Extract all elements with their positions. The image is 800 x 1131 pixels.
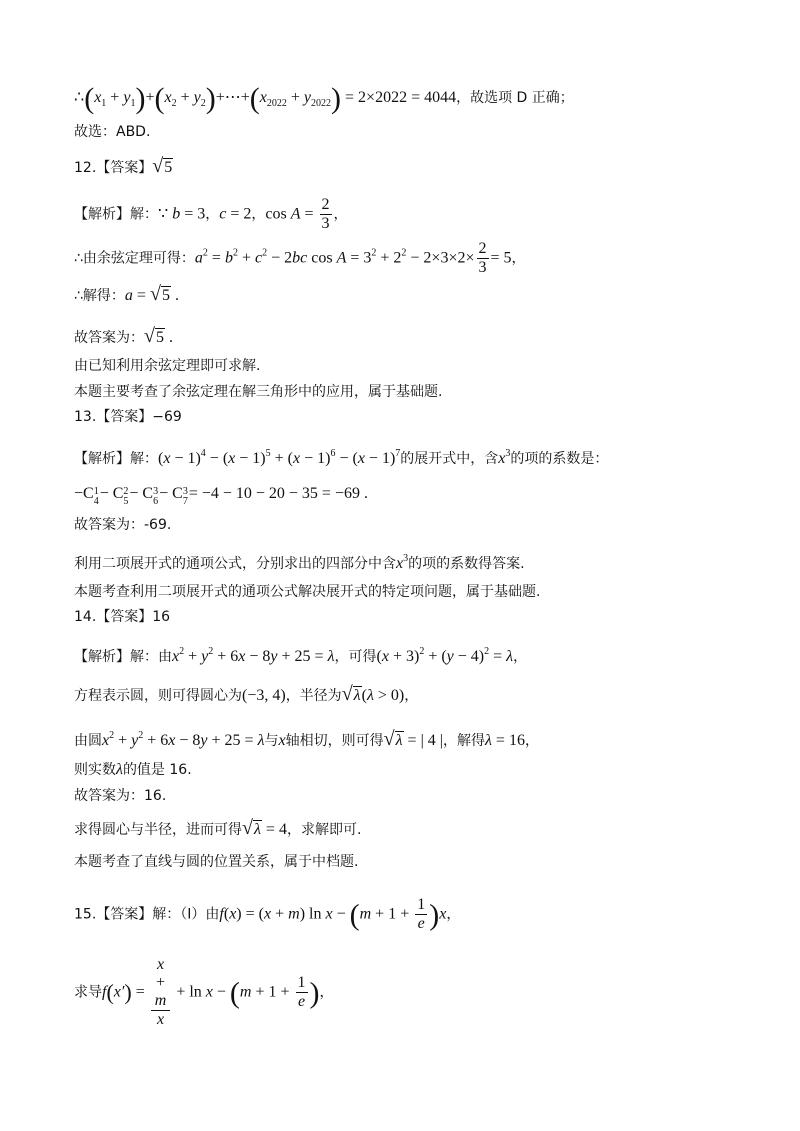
q13-method-text-b: 的项的系数得答案.: [408, 556, 525, 572]
q14-method-text-b: ，求解即可.: [286, 822, 362, 838]
q12-solve: ∴解得：a = √5 .: [74, 283, 179, 305]
q14-center-text: 方程表示圆，则可得圆心为: [74, 688, 242, 704]
option-d-text: ，故选项 D 正确；: [456, 90, 574, 106]
q14-solve-text: ，解得: [442, 733, 485, 749]
q14-value: 则实数λ的值是 16.: [74, 761, 192, 778]
q15-answer: 15.【答案】解：（Ⅰ）由f(x) = (x + m) ln x − (m + 1 + $\frac{1}{e}$ )x，: [74, 896, 461, 932]
q13-comment: 本题考查利用二项展开式的通项公式解决展开式的特定项问题，属于基础题.: [74, 584, 541, 600]
q14-method: 求得圆心与半径，进而可得√λ = 4，求解即可.: [74, 817, 362, 839]
q14-then-text: ，可得: [334, 649, 377, 665]
q12-solve-label: ∴解得：: [74, 288, 125, 304]
q12-analysis: 【解析】解：∵ b = 3，c = 2，cos A = $\frac{2}{3}$ ，: [74, 196, 348, 232]
q12-analysis-label: 【解析】解：: [74, 206, 158, 223]
q12-answer: 12.【答案】√5: [74, 155, 173, 177]
q14-radius-text: ，半径为: [285, 688, 342, 704]
q13-method-text-a: 利用二项展开式的通项公式，分别求出的四部分中含: [74, 556, 396, 572]
q14-circle-text: 由圆: [74, 733, 102, 749]
q14-analysis: 【解析】解：由$x^2 + y^2 + 6x - 8y + 25 = \lambda$，可得$(x + 3)^2 + (y - 4)^2 = \lambda$，: [74, 646, 528, 665]
q14-method-text-a: 求得圆心与半径，进而可得: [74, 822, 242, 838]
q15-derivative-label: 求导: [74, 984, 102, 1001]
q14-analysis-label: 【解析】解：由: [74, 649, 172, 665]
q12-final-label: 故答案为：: [74, 330, 144, 346]
q14-and-text: 与: [264, 733, 279, 749]
q12-final: 故答案为：√5 .: [74, 325, 173, 347]
q14-answer: 14.【答案】16: [74, 609, 171, 625]
q13-analysis: 【解析】解：$(x - 1)^4 - (x - 1)^5 + (x - 1)^6 - (x - 1)^7$的展开式中，含$x^3$的项的系数是：: [74, 448, 609, 467]
q13-expansion-text: 的展开式中，含: [400, 451, 499, 467]
sum-conclusion-line: $\therefore(x_1 + y_1)+(x_2$ + $y_2)+\cdots+(x_{2022} + y_{2022}) = 2\times 2022 = 4044$，故选项 D 正确；: [74, 82, 574, 115]
choice-line: 故选：ABD.: [74, 124, 151, 140]
q12-cosine-law: ∴由余弦定理可得：$a^2 = b^2 + c^2 - 2bc$ $\cos A = 3^2 + 2^2 - 2\times 3\times 2\times$ $\frac{2}{3}$ = 5，: [74, 240, 526, 276]
q13-method: 利用二项展开式的通项公式，分别求出的四部分中含$x^3$的项的系数得答案.: [74, 553, 525, 572]
q14-final: 故答案为：16.: [74, 788, 167, 804]
q13-coefficient-text: 的项的系数是：: [510, 451, 609, 467]
q14-center-radius: 方程表示圆，则可得圆心为(−3, 4)，半径为√λ(λ > 0)，: [74, 683, 419, 705]
q13-analysis-label: 【解析】解：: [74, 451, 158, 467]
q14-comment: 本题考查了直线与圆的位置关系，属于中档题.: [74, 854, 359, 870]
q13-answer: 13.【答案】−69: [74, 409, 182, 425]
q12-comment: 本题主要考查了余弦定理在解三角形中的应用，属于基础题.: [74, 384, 443, 400]
q14-axis-text: 轴相切，则可得: [285, 733, 384, 749]
q12-cosine-law-label: ∴由余弦定理可得：: [74, 250, 195, 267]
q12-label: 12.【答案】: [74, 160, 153, 176]
q15-derivative: 求导f(x′) = x + m x + ln x − (m + 1 + $\frac{1}{e}$ )，: [74, 956, 334, 1028]
q12-method: 由已知利用余弦定理即可求解.: [74, 358, 261, 374]
q13-combination: −C 1 4 − C 2 5 − C 3 6 − C 3 7 = −4 − 10 − 20 − 35 = −69 .: [74, 485, 368, 507]
q13-final: 故答案为：-69.: [74, 517, 172, 533]
q14-value-text-b: 的值是 16.: [122, 762, 192, 778]
q14-tangent: 由圆$x^2 + y^2 + 6x - 8y + 25 = \lambda$与x轴相切，则可得√λ = | 4 |，解得λ = 16，: [74, 728, 539, 750]
q14-value-text-a: 则实数: [74, 762, 116, 778]
q15-label: 15.【答案】解：（Ⅰ）由: [74, 906, 220, 923]
